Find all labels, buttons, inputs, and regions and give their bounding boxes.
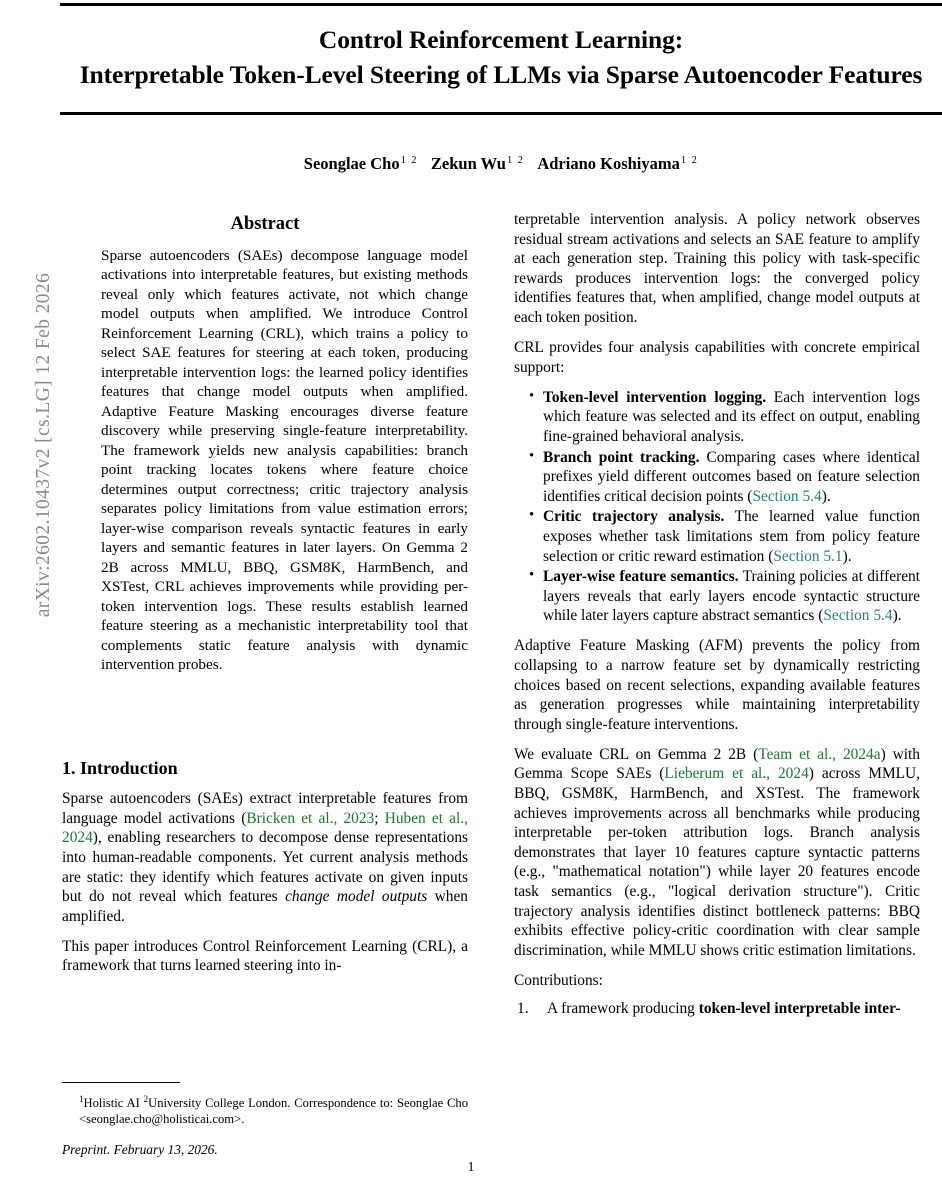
bullet-tail: ). [821,487,831,505]
bullet-tail: ). [842,547,852,565]
bullet-tail: ). [892,607,902,625]
bullet-text: Comparing cases where identical prefixes yield different outcomes based on feature selection identifies critical decision points ( [543,448,920,505]
affiliation-2: University College London. Correspondence to: Seonglae Cho <seonglae.cho@holisticai.com>. [79,1096,468,1127]
contributions-label: Contributions: [514,971,603,989]
citation-huben-2024[interactable]: Huben et al., 2024 [62,809,468,847]
author-list [60,154,942,174]
footnote-rule [62,1082,180,1083]
introduction-heading: 1. Introduction [62,757,178,778]
intro-p5-text-a: We evaluate CRL on Gemma 2 2B ( [514,745,759,763]
intro-p5-text-c: ) across MMLU, BBQ, GSM8K, HarmBench, and XSTest. The framework achieves improvements across all benchmarks while producing interpretable per-token attribution logs. Branch analysis demonstrates that layer 10 features capture syntactic patterns (e.g., "mathematical notation") while layer 20 features encode task semantics (e.g., "logical derivation structure"). Critic trajectory analysis identifies distinct bottleneck patterns: BBQ exhibits effective policy-critic coordination with clear sample discrimination, while MMLU shows critic estimation limitations. [514,765,921,959]
affiliation-1: Holistic AI [83,1096,144,1111]
affiliation-note [62,1091,468,1127]
title-line-2: Interpretable Token-Level Steering of LLMs via Sparse Autoencoder Features [79,60,923,89]
affiliation-mark-2: 2 [143,1094,149,1104]
intro-p1-text-b: ; [374,809,385,827]
contribution-text: A framework producing [547,1000,699,1018]
author-name: Zekun Wu [430,154,506,173]
author-name: Seonglae Cho [303,154,400,173]
author-entry [304,154,418,173]
top-rule [60,3,942,6]
section-xref[interactable]: Section 5.4 [752,487,822,505]
section-spacer [62,675,468,759]
bullet-text: The learned value function exposes whether task limitations stem from policy feature selection or critic reward estimation ( [543,508,920,565]
list-item [531,507,920,566]
citation-team-2024a[interactable]: Team et al., 2024a [758,745,881,763]
preprint-note: Preprint. February 13, 2026. [62,1142,218,1158]
left-column [62,210,468,987]
title-rule [60,112,942,115]
intro-paragraph-4: Adaptive Feature Masking (AFM) prevents the policy from collapsing to a narrow feature set by dynamically restricting choices based on recent selections, expanding available features as generation progresses while maintaining interpretability through single-feature interventions. [514,637,920,733]
citation-lieberum-2024[interactable]: Lieberum et al., 2024 [664,765,809,783]
bullet-lead: Critic trajectory analysis. [543,508,725,526]
page-number: 1 [467,1160,475,1175]
section-xref[interactable]: Section 5.4 [823,607,893,625]
intro-p1-emphasis: change model outputs [285,888,428,906]
bullet-lead: Branch point tracking. [543,448,700,466]
affiliation-mark-1: 1 [79,1094,84,1104]
intro-p1-text-a: Sparse autoencoders (SAEs) extract interpretable features from language model activations ( [62,790,468,827]
author-entry [431,154,524,173]
bullet-text: Each intervention logs which feature was selected and its effect on output, enabling fine-grained behavioral analysis. [543,388,921,445]
intro-p5-text-b: ) with Gemma Scope SAEs ( [514,745,920,783]
arxiv-stamp: arXiv:2602.10437v2 [cs.LG] 12 Feb 2026 [33,272,54,618]
author-affiliation-marks: 1 2 [680,154,699,166]
intro-paragraph-3: CRL provides four analysis capabilities with concrete empirical support: [514,339,920,376]
list-item [531,448,920,507]
bullet-lead: Layer-wise feature semantics. [543,568,739,586]
author-entry [537,154,698,173]
contributions-list [514,999,920,1019]
intro-paragraph-5 [514,745,920,961]
right-column [514,210,920,1019]
citation-bricken-2023[interactable]: Bricken et al., 2023 [246,809,375,827]
list-item [531,567,920,626]
list-item [531,388,920,447]
author-name: Adriano Koshiyama [537,154,680,173]
contribution-emphasis: token-level interpretable inter- [698,1000,901,1018]
title-line-1: Control Reinforcement Learning: [318,25,684,54]
intro-paragraph-1 [62,789,468,926]
capabilities-list [514,388,920,626]
page-title [60,22,942,92]
intro-paragraph-2-start: This paper introduces Control Reinforcement Learning (CRL), a framework that turns learned steering into in- [62,937,468,975]
footnote-block [62,1082,468,1158]
abstract-heading: Abstract [230,214,300,234]
author-affiliation-marks: 1 2 [400,154,418,166]
abstract-body: Sparse autoencoders (SAEs) decompose language model activations into interpretable features, but existing methods reveal only which features activate, not which change model outputs when amplified. We introduce Control Reinforcement Learning (CRL), which trains a policy to select SAE features for steering at each token, producing interpretable intervention logs: the learned policy identifies features that change model outputs when amplified. Adaptive Feature Masking encourages diverse feature discovery while preserving single-feature interpretability. The framework yields new analysis capabilities: branch point tracking locates tokens where feature choice determines output correctness; critic trajectory analysis separates policy limitations from value estimation errors; layer-wise comparison reveals syntactic features in early layers and semantic features in later layers. On Gemma 2 2B across MMLU, BBQ, GSM8K, HarmBench, and XSTest, CRL achieves improvements while providing per-token intervention logs. These results establish learned feature steering as a mechanistic interpretability tool that complements static feature analysis with dynamic intervention probes. [101,246,468,674]
bullet-text: Training policies at different layers reveals that early layers encode syntactic structure while later layers capture abstract semantics ( [543,568,920,625]
intro-paragraph-2-continued: terpretable intervention analysis. A policy network observes residual stream activations and selects an SAE feature to amplify at each generation step. Training this policy with task-specific rewards produces intervention logs: the converged policy identifies features that, when amplified, change model outputs at each token position. [514,211,920,326]
list-item [538,999,920,1019]
author-affiliation-marks: 1 2 [507,154,525,166]
section-xref[interactable]: Section 5.1 [773,547,843,565]
intro-p1-text-c: ), enabling researchers to decompose dense representations into human-readable components. Yet current analysis methods are static: they identify which features activate on given inputs but do not reveal which features [62,829,468,906]
bullet-lead: Token-level intervention logging. [543,388,767,406]
intro-p1-text-d: when amplified. [62,888,469,925]
